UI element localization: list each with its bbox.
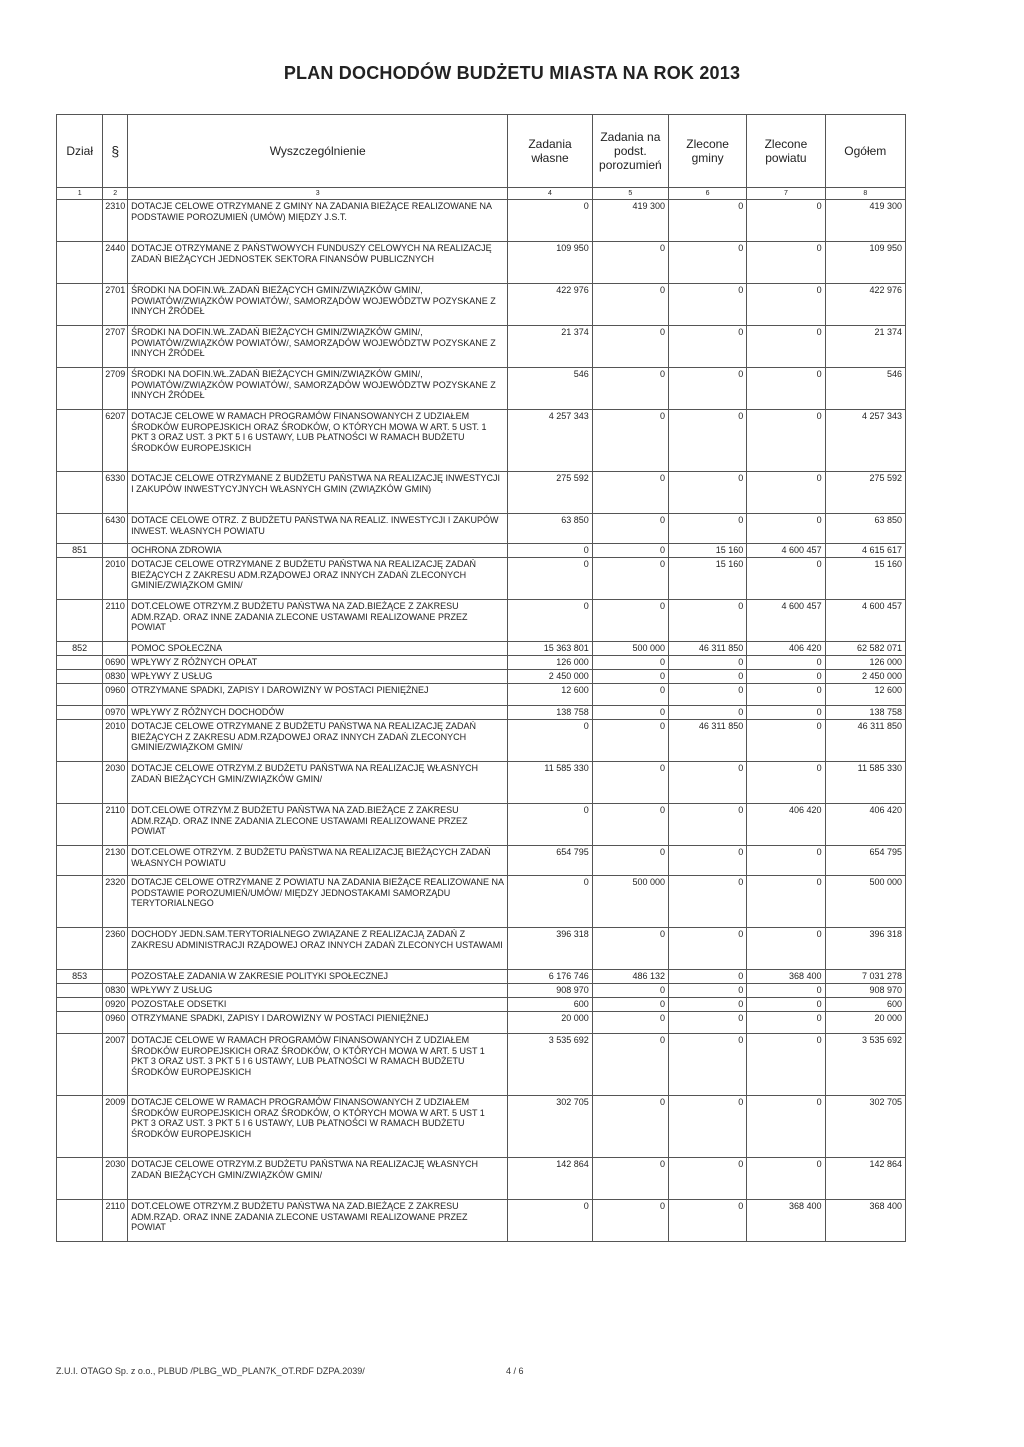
- table-row: [57, 984, 906, 998]
- wlasne-cell: 0: [508, 804, 592, 846]
- gminy-cell: 0: [668, 368, 746, 410]
- porozumienia-cell: 0: [592, 284, 668, 326]
- column-number: 7: [747, 188, 825, 200]
- ogolem-cell: 12 600: [825, 684, 905, 706]
- wlasne-cell: 3 535 692: [508, 1034, 592, 1096]
- header-opis: Wyszczególnienie: [128, 115, 508, 188]
- description-cell: POMOC SPOŁECZNA: [128, 642, 508, 656]
- wlasne-cell: 138 758: [508, 706, 592, 720]
- gminy-cell: 0: [668, 876, 746, 928]
- page-footer: [56, 1366, 524, 1376]
- ogolem-cell: 908 970: [825, 984, 905, 998]
- gminy-cell: 46 311 850: [668, 642, 746, 656]
- ogolem-cell: 11 585 330: [825, 762, 905, 804]
- porozumienia-cell: 0: [592, 684, 668, 706]
- wlasne-cell: 0: [508, 720, 592, 762]
- description-cell: DOTACJE CELOWE W RAMACH PROGRAMÓW FINANSOWANYCH Z UDZIAŁEM ŚRODKÓW EUROPEJSKICH ORAZ ŚRODKÓW, O KTÓRYCH MOWA W ART. 5 UST 1 PKT 3 ORAZ UST. 3 PKT 5 I 6 USTAWY, LUB PŁATNOŚCI W RAMACH BUDŻETU ŚRODKÓW EUROPEJSKICH: [128, 1096, 508, 1158]
- powiatu-cell: 0: [747, 1012, 825, 1034]
- column-number: 3: [128, 188, 508, 200]
- porozumienia-cell: 0: [592, 670, 668, 684]
- table-row: [57, 242, 906, 284]
- porozumienia-cell: 0: [592, 984, 668, 998]
- description-cell: ŚRODKI NA DOFIN.WŁ.ZADAŃ BIEŻĄCYCH GMIN/ZWIĄZKÓW GMIN/, POWIATÓW/ZWIĄZKÓW POWIATÓW/, SAMORZĄDÓW WOJEWÓDZTW POZYSKANE Z INNYCH ŹRÓDEŁ: [128, 284, 508, 326]
- wlasne-cell: 546: [508, 368, 592, 410]
- column-number: 6: [668, 188, 746, 200]
- paragraf-cell: 2130: [103, 846, 128, 876]
- paragraf-cell: 2320: [103, 876, 128, 928]
- description-cell: DOTACJE CELOWE W RAMACH PROGRAMÓW FINANSOWANYCH Z UDZIAŁEM ŚRODKÓW EUROPEJSKICH ORAZ ŚRODKÓW, O KTÓRYCH MOWA W ART. 5 UST 1 PKT 3 ORAZ UST. 3 PKT 5 I 6 USTAWY, LUB PŁATNOŚCI W RAMACH BUDŻETU ŚRODKÓW EUROPEJSKICH: [128, 1034, 508, 1096]
- dzial-cell: 851: [57, 544, 103, 558]
- description-cell: ŚRODKI NA DOFIN.WŁ.ZADAŃ BIEŻĄCYCH GMIN/ZWIĄZKÓW GMIN/, POWIATÓW/ZWIĄZKÓW POWIATÓW/, SAMORZĄDÓW WOJEWÓDZTW POZYSKANE Z INNYCH ŹRÓDEŁ: [128, 368, 508, 410]
- paragraf-cell: 2709: [103, 368, 128, 410]
- column-number-row: [57, 188, 906, 200]
- description-cell: DOTACJE CELOWE OTRZYMANE Z POWIATU NA ZADANIA BIEŻĄCE REALIZOWANE NA PODSTAWIE POROZUMIEŃ/UMÓW/ MIĘDZY JEDNOSTAKAMI SAMORZĄDU TERYTORIALNEGO: [128, 876, 508, 928]
- ogolem-cell: 20 000: [825, 1012, 905, 1034]
- paragraf-cell: 0830: [103, 670, 128, 684]
- dzial-cell: [57, 1012, 103, 1034]
- section-row: [57, 642, 906, 656]
- table-row: [57, 876, 906, 928]
- dzial-cell: [57, 720, 103, 762]
- table-body: [57, 200, 906, 1242]
- paragraf-cell: [103, 642, 128, 656]
- page-number: 4 / 6: [506, 1366, 524, 1376]
- porozumienia-cell: 0: [592, 514, 668, 544]
- table-row: [57, 656, 906, 670]
- powiatu-cell: 0: [747, 242, 825, 284]
- powiatu-cell: 0: [747, 368, 825, 410]
- gminy-cell: 0: [668, 514, 746, 544]
- gminy-cell: 0: [668, 970, 746, 984]
- description-cell: DOTACJE CELOWE OTRZYM.Z BUDŻETU PAŃSTWA NA REALIZACJĘ WŁASNYCH ZADAŃ BIEŻĄCYCH GMIN/ZWIĄZKÓW GMIN/: [128, 1158, 508, 1200]
- dzial-cell: [57, 670, 103, 684]
- ogolem-cell: 302 705: [825, 1096, 905, 1158]
- gminy-cell: 0: [668, 1158, 746, 1200]
- paragraf-cell: 0920: [103, 998, 128, 1012]
- header-gminy: Zlecone gminy: [668, 115, 746, 188]
- description-cell: POZOSTAŁE ODSETKI: [128, 998, 508, 1012]
- description-cell: WPŁYWY Z RÓŻNYCH OPŁAT: [128, 656, 508, 670]
- dzial-cell: [57, 514, 103, 544]
- table-row: [57, 472, 906, 514]
- table-row: [57, 1158, 906, 1200]
- powiatu-cell: 0: [747, 200, 825, 242]
- powiatu-cell: 0: [747, 1096, 825, 1158]
- column-number: 4: [508, 188, 592, 200]
- header-dzial: Dział: [57, 115, 103, 188]
- gminy-cell: 0: [668, 1200, 746, 1242]
- porozumienia-cell: 0: [592, 326, 668, 368]
- powiatu-cell: 0: [747, 684, 825, 706]
- page-title: PLAN DOCHODÓW BUDŻETU MIASTA NA ROK 2013: [283, 63, 741, 83]
- table-row: [57, 670, 906, 684]
- gminy-cell: 0: [668, 804, 746, 846]
- gminy-cell: 0: [668, 684, 746, 706]
- column-number: 5: [592, 188, 668, 200]
- description-cell: WPŁYWY Z USŁUG: [128, 670, 508, 684]
- table-row: [57, 928, 906, 970]
- description-cell: DOTACE CELOWE OTRZ. Z BUDŻETU PAŃSTWA NA REALIZ. INWESTYCJI I ZAKUPÓW INWEST. WŁASNYCH POWIATU: [128, 514, 508, 544]
- powiatu-cell: 4 600 457: [747, 544, 825, 558]
- wlasne-cell: 63 850: [508, 514, 592, 544]
- porozumienia-cell: 0: [592, 1012, 668, 1034]
- powiatu-cell: 0: [747, 326, 825, 368]
- porozumienia-cell: 500 000: [592, 876, 668, 928]
- ogolem-cell: 109 950: [825, 242, 905, 284]
- paragraf-cell: 2110: [103, 600, 128, 642]
- dzial-cell: [57, 804, 103, 846]
- powiatu-cell: 0: [747, 706, 825, 720]
- description-cell: WPŁYWY Z RÓŻNYCH DOCHODÓW: [128, 706, 508, 720]
- gminy-cell: 0: [668, 928, 746, 970]
- paragraf-cell: 2310: [103, 200, 128, 242]
- dzial-cell: [57, 326, 103, 368]
- ogolem-cell: 142 864: [825, 1158, 905, 1200]
- wlasne-cell: 6 176 746: [508, 970, 592, 984]
- description-cell: OTRZYMANE SPADKI, ZAPISY I DAROWIZNY W POSTACI PIENIĘŻNEJ: [128, 1012, 508, 1034]
- table-row: [57, 804, 906, 846]
- table-row: [57, 326, 906, 368]
- powiatu-cell: 0: [747, 1158, 825, 1200]
- paragraf-cell: 2707: [103, 326, 128, 368]
- gminy-cell: 0: [668, 1096, 746, 1158]
- ogolem-cell: 419 300: [825, 200, 905, 242]
- description-cell: OCHRONA ZDROWIA: [128, 544, 508, 558]
- description-cell: DOTACJE CELOWE OTRZYMANE Z BUDŻETU PAŃSTWA NA REALIZACJĘ ZADAŃ BIEŻĄCYCH Z ZAKRESU ADM.RZĄDOWEJ ORAZ INNYCH ZADAŃ ZLECONYCH GMINIE/ZWIĄZKOM GMIN/: [128, 558, 508, 600]
- gminy-cell: 0: [668, 1012, 746, 1034]
- wlasne-cell: 0: [508, 1200, 592, 1242]
- description-cell: DOT.CELOWE OTRZYM.Z BUDŻETU PAŃSTWA NA ZAD.BIEŻĄCE Z ZAKRESU ADM.RZĄD. ORAZ INNE ZADANIA ZLECONE USTAWAMI REALIZOWANE PRZEZ POWIAT: [128, 1200, 508, 1242]
- column-number: 1: [57, 188, 103, 200]
- gminy-cell: 0: [668, 284, 746, 326]
- table-row: [57, 1096, 906, 1158]
- wlasne-cell: 126 000: [508, 656, 592, 670]
- description-cell: DOT.CELOWE OTRZYM.Z BUDŻETU PAŃSTWA NA ZAD.BIEŻĄCE Z ZAKRESU ADM.RZĄD. ORAZ INNE ZADANIA ZLECONE USTAWAMI REALIZOWANE PRZEZ POWIAT: [128, 804, 508, 846]
- ogolem-cell: 4 615 617: [825, 544, 905, 558]
- description-cell: DOCHODY JEDN.SAM.TERYTORIALNEGO ZWIĄZANE Z REALIZACJĄ ZADAŃ Z ZAKRESU ADMINISTRACJI RZĄDOWEJ ORAZ INNYCH ZADAŃ ZLECONYCH USTAWAMI: [128, 928, 508, 970]
- dzial-cell: [57, 472, 103, 514]
- porozumienia-cell: 0: [592, 1034, 668, 1096]
- gminy-cell: 0: [668, 670, 746, 684]
- table-row: [57, 410, 906, 472]
- header-powiatu: Zlecone powiatu: [747, 115, 825, 188]
- table-row: [57, 846, 906, 876]
- dzial-cell: [57, 558, 103, 600]
- ogolem-cell: 15 160: [825, 558, 905, 600]
- paragraf-cell: 2010: [103, 720, 128, 762]
- wlasne-cell: 21 374: [508, 326, 592, 368]
- porozumienia-cell: 0: [592, 1200, 668, 1242]
- wlasne-cell: 422 976: [508, 284, 592, 326]
- header-row: [57, 115, 906, 188]
- paragraf-cell: 2030: [103, 762, 128, 804]
- powiatu-cell: 0: [747, 558, 825, 600]
- porozumienia-cell: 0: [592, 998, 668, 1012]
- header-porozumienia: Zadania na podst. porozumień: [592, 115, 668, 188]
- wlasne-cell: 0: [508, 200, 592, 242]
- wlasne-cell: 275 592: [508, 472, 592, 514]
- description-cell: ŚRODKI NA DOFIN.WŁ.ZADAŃ BIEŻĄCYCH GMIN/ZWIĄZKÓW GMIN/, POWIATÓW/ZWIĄZKÓW POWIATÓW/, SAMORZĄDÓW WOJEWÓDZTW POZYSKANE Z INNYCH ŹRÓDEŁ: [128, 326, 508, 368]
- powiatu-cell: 0: [747, 670, 825, 684]
- dzial-cell: [57, 846, 103, 876]
- gminy-cell: 0: [668, 984, 746, 998]
- wlasne-cell: 396 318: [508, 928, 592, 970]
- ogolem-cell: 21 374: [825, 326, 905, 368]
- ogolem-cell: 62 582 071: [825, 642, 905, 656]
- table-row: [57, 1034, 906, 1096]
- powiatu-cell: 0: [747, 720, 825, 762]
- powiatu-cell: 0: [747, 410, 825, 472]
- ogolem-cell: 2 450 000: [825, 670, 905, 684]
- powiatu-cell: 0: [747, 762, 825, 804]
- porozumienia-cell: 0: [592, 410, 668, 472]
- dzial-cell: [57, 1096, 103, 1158]
- dzial-cell: 853: [57, 970, 103, 984]
- powiatu-cell: 368 400: [747, 970, 825, 984]
- paragraf-cell: [103, 544, 128, 558]
- gminy-cell: 0: [668, 242, 746, 284]
- dzial-cell: [57, 656, 103, 670]
- dzial-cell: [57, 984, 103, 998]
- gminy-cell: 0: [668, 656, 746, 670]
- dzial-cell: [57, 706, 103, 720]
- table-row: [57, 1200, 906, 1242]
- dzial-cell: [57, 1158, 103, 1200]
- powiatu-cell: 0: [747, 928, 825, 970]
- powiatu-cell: 0: [747, 876, 825, 928]
- porozumienia-cell: 0: [592, 1096, 668, 1158]
- paragraf-cell: 2360: [103, 928, 128, 970]
- gminy-cell: 15 160: [668, 544, 746, 558]
- table-row: [57, 720, 906, 762]
- wlasne-cell: 15 363 801: [508, 642, 592, 656]
- column-number: 2: [103, 188, 128, 200]
- dzial-cell: [57, 600, 103, 642]
- wlasne-cell: 600: [508, 998, 592, 1012]
- powiatu-cell: 0: [747, 284, 825, 326]
- dzial-cell: [57, 762, 103, 804]
- ogolem-cell: 546: [825, 368, 905, 410]
- section-row: [57, 970, 906, 984]
- dzial-cell: [57, 876, 103, 928]
- table-row: [57, 1012, 906, 1034]
- wlasne-cell: 0: [508, 876, 592, 928]
- paragraf-cell: 6207: [103, 410, 128, 472]
- porozumienia-cell: 0: [592, 544, 668, 558]
- wlasne-cell: 654 795: [508, 846, 592, 876]
- dzial-cell: [57, 242, 103, 284]
- section-row: [57, 544, 906, 558]
- ogolem-cell: 7 031 278: [825, 970, 905, 984]
- table-row: [57, 762, 906, 804]
- header-wlasne: Zadania własne: [508, 115, 592, 188]
- wlasne-cell: 0: [508, 600, 592, 642]
- header-ogolem: Ogółem: [825, 115, 905, 188]
- dzial-cell: [57, 368, 103, 410]
- header-paragraf: §: [103, 115, 128, 188]
- paragraf-cell: 6430: [103, 514, 128, 544]
- powiatu-cell: 0: [747, 846, 825, 876]
- porozumienia-cell: 0: [592, 720, 668, 762]
- gminy-cell: 0: [668, 410, 746, 472]
- paragraf-cell: 2010: [103, 558, 128, 600]
- porozumienia-cell: 0: [592, 242, 668, 284]
- porozumienia-cell: 0: [592, 804, 668, 846]
- dzial-cell: [57, 200, 103, 242]
- porozumienia-cell: 0: [592, 846, 668, 876]
- paragraf-cell: 0830: [103, 984, 128, 998]
- dzial-cell: [57, 284, 103, 326]
- porozumienia-cell: 419 300: [592, 200, 668, 242]
- description-cell: DOTACJE CELOWE OTRZYMANE Z BUDŻETU PAŃSTWA NA REALIZACJĘ ZADAŃ BIEŻĄCYCH Z ZAKRESU ADM.RZĄDOWEJ ORAZ INNYCH ZADAŃ ZLECONYCH GMINIE/ZWIĄZKOM GMIN/: [128, 720, 508, 762]
- table-row: [57, 368, 906, 410]
- dzial-cell: 852: [57, 642, 103, 656]
- paragraf-cell: 2030: [103, 1158, 128, 1200]
- paragraf-cell: 2007: [103, 1034, 128, 1096]
- porozumienia-cell: 0: [592, 656, 668, 670]
- gminy-cell: 0: [668, 472, 746, 514]
- ogolem-cell: 3 535 692: [825, 1034, 905, 1096]
- ogolem-cell: 4 257 343: [825, 410, 905, 472]
- ogolem-cell: 500 000: [825, 876, 905, 928]
- powiatu-cell: 0: [747, 998, 825, 1012]
- wlasne-cell: 11 585 330: [508, 762, 592, 804]
- wlasne-cell: 109 950: [508, 242, 592, 284]
- powiatu-cell: 0: [747, 514, 825, 544]
- porozumienia-cell: 486 132: [592, 970, 668, 984]
- paragraf-cell: 2009: [103, 1096, 128, 1158]
- ogolem-cell: 46 311 850: [825, 720, 905, 762]
- wlasne-cell: 302 705: [508, 1096, 592, 1158]
- powiatu-cell: 406 420: [747, 804, 825, 846]
- ogolem-cell: 275 592: [825, 472, 905, 514]
- description-cell: OTRZYMANE SPADKI, ZAPISY I DAROWIZNY W POSTACI PIENIĘŻNEJ: [128, 684, 508, 706]
- paragraf-cell: 0960: [103, 684, 128, 706]
- column-number: 8: [825, 188, 905, 200]
- powiatu-cell: 406 420: [747, 642, 825, 656]
- porozumienia-cell: 0: [592, 558, 668, 600]
- gminy-cell: 0: [668, 1034, 746, 1096]
- description-cell: DOTACJE CELOWE OTRZYMANE Z GMINY NA ZADANIA BIEŻĄCE REALIZOWANE NA PODSTAWIE POROZUMIEŃ (UMÓW) MIĘDZY J.S.T.: [128, 200, 508, 242]
- powiatu-cell: 0: [747, 1034, 825, 1096]
- porozumienia-cell: 0: [592, 1158, 668, 1200]
- gminy-cell: 0: [668, 200, 746, 242]
- ogolem-cell: 4 600 457: [825, 600, 905, 642]
- table-row: [57, 998, 906, 1012]
- powiatu-cell: 4 600 457: [747, 600, 825, 642]
- paragraf-cell: 0960: [103, 1012, 128, 1034]
- porozumienia-cell: 0: [592, 600, 668, 642]
- ogolem-cell: 396 318: [825, 928, 905, 970]
- dzial-cell: [57, 410, 103, 472]
- budget-table: [56, 114, 906, 1242]
- paragraf-cell: 2110: [103, 1200, 128, 1242]
- gminy-cell: 0: [668, 706, 746, 720]
- paragraf-cell: 0690: [103, 656, 128, 670]
- ogolem-cell: 600: [825, 998, 905, 1012]
- wlasne-cell: 0: [508, 544, 592, 558]
- ogolem-cell: 138 758: [825, 706, 905, 720]
- paragraf-cell: 2440: [103, 242, 128, 284]
- gminy-cell: 0: [668, 600, 746, 642]
- powiatu-cell: 0: [747, 472, 825, 514]
- gminy-cell: 0: [668, 326, 746, 368]
- ogolem-cell: 63 850: [825, 514, 905, 544]
- gminy-cell: 15 160: [668, 558, 746, 600]
- gminy-cell: 0: [668, 762, 746, 804]
- paragraf-cell: 2701: [103, 284, 128, 326]
- porozumienia-cell: 0: [592, 368, 668, 410]
- dzial-cell: [57, 1034, 103, 1096]
- dzial-cell: [57, 684, 103, 706]
- table-row: [57, 514, 906, 544]
- ogolem-cell: 654 795: [825, 846, 905, 876]
- table-row: [57, 284, 906, 326]
- description-cell: DOTACJE CELOWE OTRZYMANE Z BUDŻETU PAŃSTWA NA REALIZACJĘ INWESTYCJI I ZAKUPÓW INWESTYCYJNYCH WŁASNYCH GMIN (ZWIĄZKÓW GMIN): [128, 472, 508, 514]
- table-row: [57, 200, 906, 242]
- table-row: [57, 706, 906, 720]
- wlasne-cell: 908 970: [508, 984, 592, 998]
- wlasne-cell: 20 000: [508, 1012, 592, 1034]
- footer-source: Z.U.I. OTAGO Sp. z o.o., PLBUD /PLBG_WD_PLAN7K_OT.RDF DZPA.2039/: [56, 1366, 365, 1376]
- description-cell: DOTACJE CELOWE W RAMACH PROGRAMÓW FINANSOWANYCH Z UDZIAŁEM ŚRODKÓW EUROPEJSKICH ORAZ ŚRODKÓW, O KTÓRYCH MOWA W ART. 5 UST. 1 PKT 3 ORAZ UST. 3 PKT 5 I 6 USTAWY, LUB PŁATNOŚCI W RAMACH BUDŻETU ŚRODKÓW EUROPEJSKICH: [128, 410, 508, 472]
- porozumienia-cell: 0: [592, 472, 668, 514]
- description-cell: POZOSTAŁE ZADANIA W ZAKRESIE POLITYKI SPOŁECZNEJ: [128, 970, 508, 984]
- description-cell: DOT.CELOWE OTRZYM.Z BUDŻETU PAŃSTWA NA ZAD.BIEŻĄCE Z ZAKRESU ADM.RZĄD. ORAZ INNE ZADANIA ZLECONE USTAWAMI REALIZOWANE PRZEZ POWIAT: [128, 600, 508, 642]
- paragraf-cell: 0970: [103, 706, 128, 720]
- gminy-cell: 46 311 850: [668, 720, 746, 762]
- ogolem-cell: 368 400: [825, 1200, 905, 1242]
- powiatu-cell: 368 400: [747, 1200, 825, 1242]
- dzial-cell: [57, 998, 103, 1012]
- porozumienia-cell: 0: [592, 762, 668, 804]
- wlasne-cell: 142 864: [508, 1158, 592, 1200]
- porozumienia-cell: 500 000: [592, 642, 668, 656]
- gminy-cell: 0: [668, 998, 746, 1012]
- description-cell: DOTACJE OTRZYMANE Z PAŃSTWOWYCH FUNDUSZY CELOWYCH NA REALIZACJĘ ZADAŃ BIEŻĄCYCH JEDNOSTEK SEKTORA FINANSÓW PUBLICZNYCH: [128, 242, 508, 284]
- description-cell: WPŁYWY Z USŁUG: [128, 984, 508, 998]
- paragraf-cell: [103, 970, 128, 984]
- description-cell: DOTACJE CELOWE OTRZYM.Z BUDŻETU PAŃSTWA NA REALIZACJĘ WŁASNYCH ZADAŃ BIEŻĄCYCH GMIN/ZWIĄZKÓW GMIN/: [128, 762, 508, 804]
- dzial-cell: [57, 928, 103, 970]
- wlasne-cell: 0: [508, 558, 592, 600]
- paragraf-cell: 6330: [103, 472, 128, 514]
- table-row: [57, 684, 906, 706]
- gminy-cell: 0: [668, 846, 746, 876]
- wlasne-cell: 4 257 343: [508, 410, 592, 472]
- wlasne-cell: 2 450 000: [508, 670, 592, 684]
- paragraf-cell: 2110: [103, 804, 128, 846]
- ogolem-cell: 406 420: [825, 804, 905, 846]
- table-row: [57, 558, 906, 600]
- porozumienia-cell: 0: [592, 706, 668, 720]
- powiatu-cell: 0: [747, 984, 825, 998]
- wlasne-cell: 12 600: [508, 684, 592, 706]
- porozumienia-cell: 0: [592, 928, 668, 970]
- table-row: [57, 600, 906, 642]
- ogolem-cell: 422 976: [825, 284, 905, 326]
- powiatu-cell: 0: [747, 656, 825, 670]
- ogolem-cell: 126 000: [825, 656, 905, 670]
- dzial-cell: [57, 1200, 103, 1242]
- description-cell: DOT.CELOWE OTRZYM. Z BUDŻETU PAŃSTWA NA REALIZACJĘ BIEŻĄCYCH ZADAŃ WŁASNYCH POWIATU: [128, 846, 508, 876]
